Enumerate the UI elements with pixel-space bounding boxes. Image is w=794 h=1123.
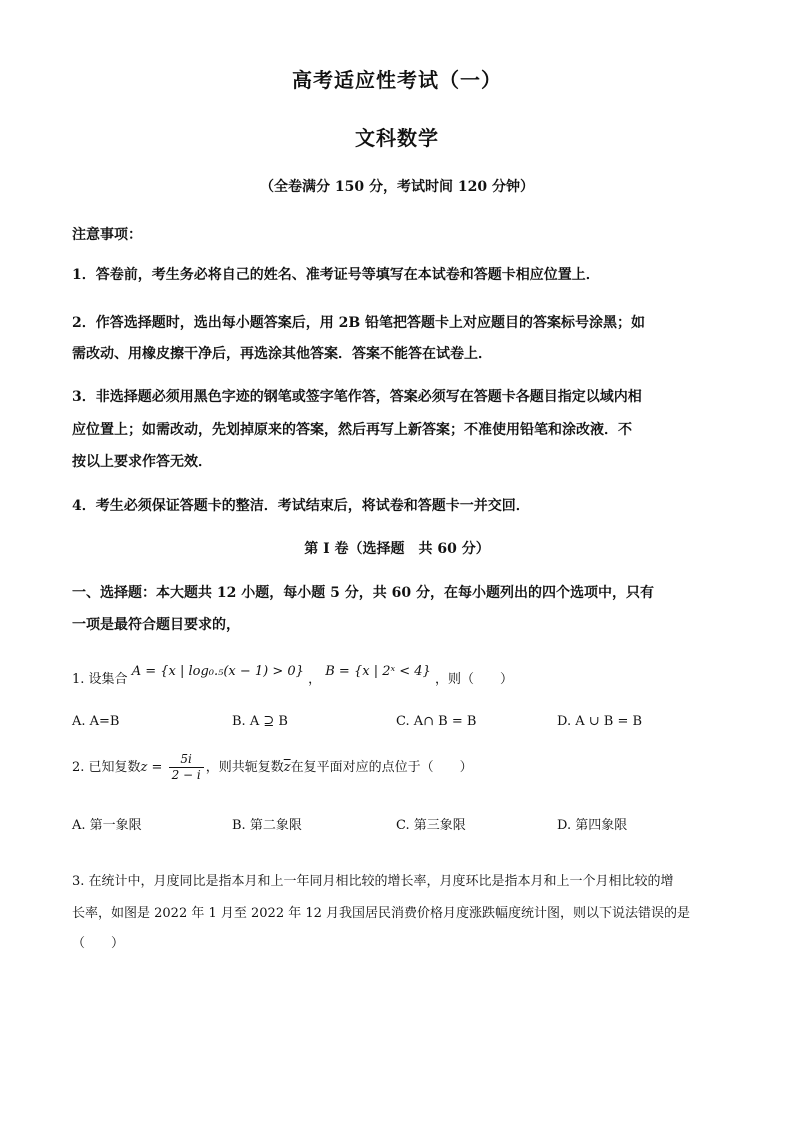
question-3-line: 长率，如图是 2022 年 1 月至 2022 年 12 月我国居民消费价格月度涨跌幅度统计图，则以下说法错误的是 bbox=[72, 906, 691, 921]
q2-option-b: B. 第二象限 bbox=[232, 818, 302, 833]
notice-line: 需改动、用橡皮擦干净后，再选涂其他答案．答案不能答在试卷上． bbox=[72, 346, 492, 362]
notice-line: 4．考生必须保证答题卡的整洁．考试结束后，将试卷和答题卡一并交回． bbox=[72, 498, 530, 514]
exam-subject: 文科数学 bbox=[355, 126, 439, 150]
exam-subtitle: （全卷满分 150 分，考试时间 120 分钟） bbox=[260, 179, 534, 195]
set-b-definition: B = {x | 2ˣ < 4} bbox=[325, 664, 431, 679]
q2-option-a: A. 第一象限 bbox=[72, 818, 142, 833]
question-3-line: 3. 在统计中，月度同比是指本月和上一年同月相比较的增长率，月度环比是指本月和上一个月相比较的增 bbox=[72, 874, 674, 889]
exam-title: 高考适应性考试（一） bbox=[292, 68, 502, 92]
notice-line: 1．答卷前，考生务必将自己的姓名、准考证号等填写在本试卷和答题卡相应位置上． bbox=[72, 267, 600, 283]
notice-line: 应位置上；如需改动，先划掉原来的答案，然后再写上新答案；不准使用铅笔和涂改液．不 bbox=[72, 422, 632, 438]
question-1-suffix: ，则（ ） bbox=[434, 672, 513, 687]
notice-heading: 注意事项： bbox=[72, 227, 142, 243]
fraction-numerator: 5i bbox=[169, 752, 204, 768]
question-3-line: （ ） bbox=[72, 936, 125, 951]
q1-option-b: B. A ⊇ B bbox=[232, 714, 288, 729]
notice-line: 2．作答选择题时，选出每小题答案后，用 2B 铅笔把答题卡上对应题目的答案标号涂黑；如 bbox=[72, 315, 646, 331]
q1-option-a: A. A=B bbox=[72, 714, 120, 729]
section-title: 第 I 卷（选择题 共 60 分） bbox=[304, 541, 490, 557]
notice-line: 3．非选择题必须用黑色字迹的钢笔或签字笔作答，答案必须写在答题卡各题目指定以域内相 bbox=[72, 389, 642, 405]
q2-option-d: D. 第四象限 bbox=[557, 818, 628, 833]
part-intro-line: 一项是最符合题目要求的， bbox=[72, 617, 240, 633]
notice-line: 按以上要求作答无效． bbox=[72, 454, 212, 470]
q2-option-c: C. 第三象限 bbox=[396, 818, 466, 833]
z-equals: z = bbox=[140, 760, 163, 775]
fraction-denominator: 2 − i bbox=[171, 768, 201, 782]
set-a-definition: A = {x | log₀.₅(x − 1) > 0} bbox=[131, 664, 304, 679]
q1-option-d: D. A ∪ B = B bbox=[557, 714, 643, 729]
question-2-prefix: 2. 已知复数 bbox=[72, 760, 141, 775]
question-1-prefix: 1. 设集合 bbox=[72, 672, 128, 687]
conjugate-z: $\overline{z}$ bbox=[283, 760, 291, 775]
question-2-suffix: 在复平面对应的点位于（ ） bbox=[290, 760, 473, 775]
question-1 bbox=[72, 664, 513, 687]
question-2 bbox=[72, 752, 473, 783]
q1-option-c: C. A∩ B = B bbox=[396, 714, 477, 729]
question-2-middle: ，则共轭复数 bbox=[205, 760, 284, 775]
question-1-separator: ， bbox=[308, 672, 322, 687]
part-intro-line: 一、选择题：本大题共 12 小题，每小题 5 分，共 60 分，在每小题列出的四个选项中，只有 bbox=[72, 585, 654, 601]
complex-fraction bbox=[169, 752, 204, 783]
